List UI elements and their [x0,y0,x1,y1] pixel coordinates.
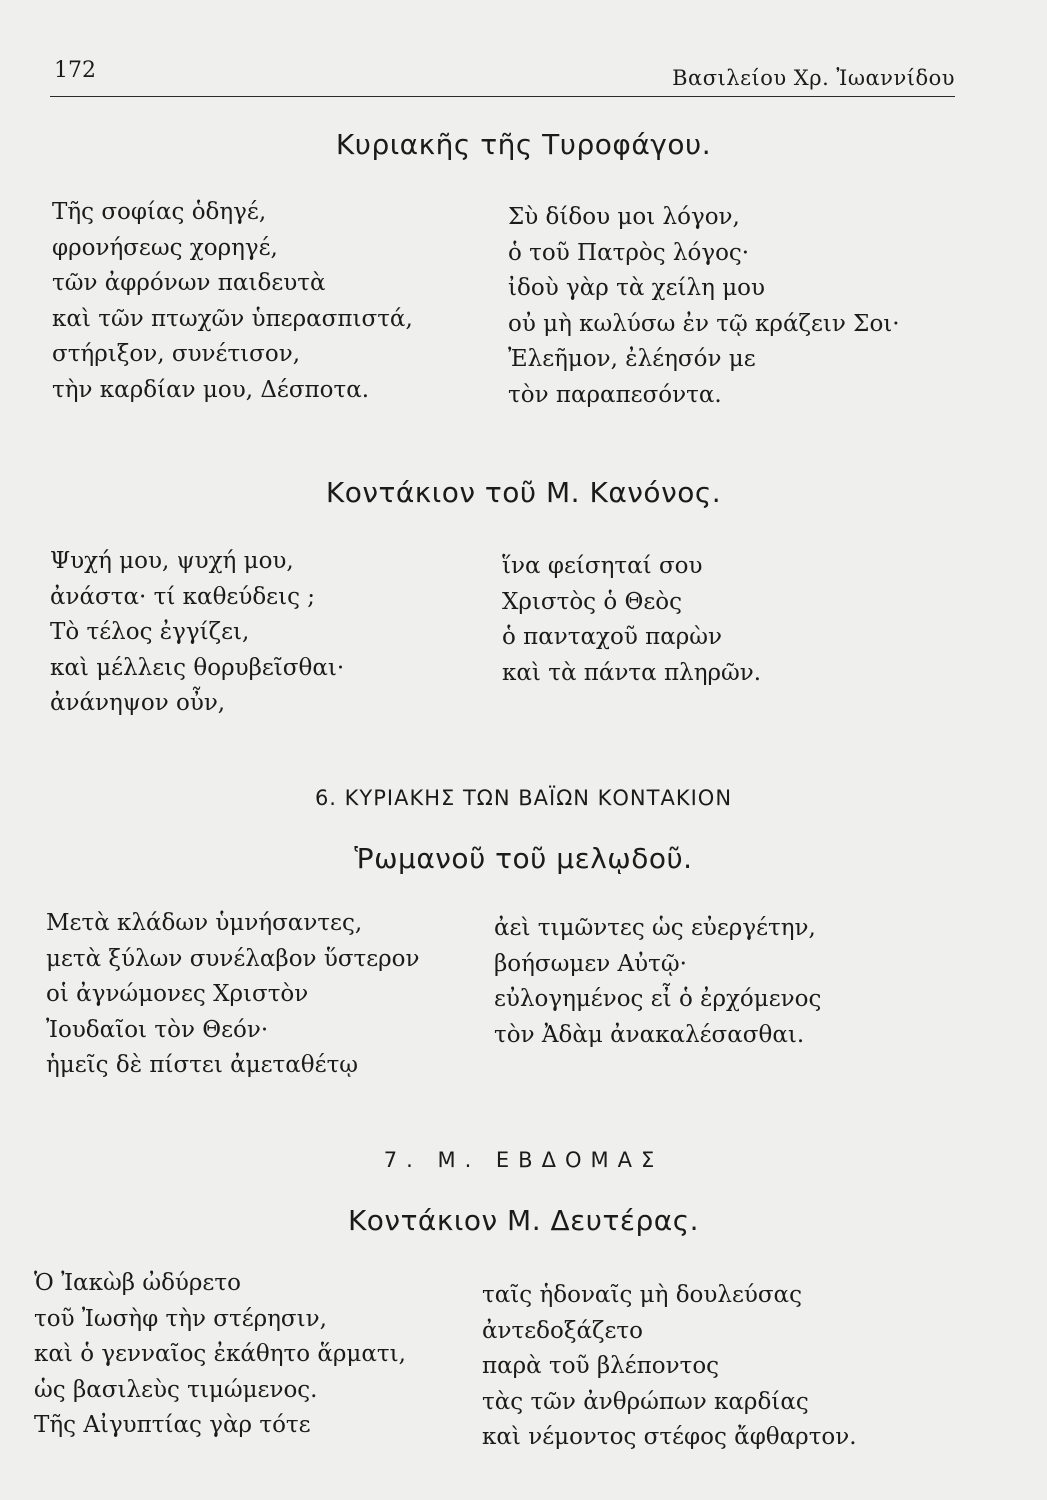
verse-line: ὁ τοῦ Πατρὸς λόγος· [508,239,750,266]
stanza-left [50,544,344,722]
verse-line: Τὸ τέλος ἐγγίζει, [50,619,250,645]
verse-line: Ἰουδαῖοι τὸν Θεόν· [46,1016,269,1043]
verse-line: παρὰ τοῦ βλέποντος [482,1353,720,1379]
verse-line: καὶ μέλλεις θορυβεῖσθαι· [50,654,345,681]
verse-line: Τῆς Αἰγυπτίας γὰρ τότε [34,1412,311,1438]
stanza-left [46,906,420,1084]
stanza-right [508,200,900,413]
verse-line: ἵνα φείσηταί σου [502,553,703,579]
running-head: Βασιλείου Χρ. Ἰωαννίδου [672,66,955,90]
verse-line: τὸν παραπεσόντα. [508,381,722,408]
verse-line: οἱ ἀγνώμονες Χριστὸν [46,981,309,1007]
verse-line: ἀντεδοξάζετο [482,1317,643,1344]
verse-line: στήριξον, συνέτισον, [52,341,301,367]
verse-line: βοήσωμεν Αὐτῷ· [494,950,687,977]
verse-line: Μετὰ κλάδων ὑμνήσαντες, [46,910,363,936]
verse-line: φρονήσεως χορηγέ, [52,234,278,261]
verse-line: Ψυχή μου, ψυχή μου, [50,548,294,574]
verse-line: Χριστὸς ὁ Θεὸς [502,588,683,615]
verse-line: ἀεὶ τιμῶντες ὡς εὐεργέτην, [494,915,816,941]
verse-line: οὐ μὴ κωλύσω ἐν τῷ κράζειν Σοι· [508,310,900,337]
verse-line: ἀνάστα· τί καθεύδεις ; [50,583,316,610]
verse-line: ἡμεῖς δὲ πίστει ἀμεταθέτῳ [46,1052,359,1078]
section-heading: Ῥωμανοῦ τοῦ μελῳδοῦ. [354,842,693,875]
verse-line: τὸν Ἀδὰμ ἀνακαλέσασθαι. [494,1021,805,1048]
verse-line: καὶ τὰ πάντα πληρῶν. [502,659,762,686]
section-subheading: 6. ΚΥΡΙΑΚΗΣ ΤΩΝ ΒΑΪΩΝ ΚΟΝΤΑΚΙΟΝ [314,786,733,810]
verse-line: ὡς βασιλεὺς τιμώμενος. [34,1376,318,1403]
verse-line: εὐλογημένος εἶ ὁ ἐρχόμενος [494,986,822,1012]
verse-line: ἀνάνηψον οὖν, [50,690,226,716]
verse-line: καὶ νέμοντος στέφος ἄφθαρτον. [482,1424,857,1450]
stanza-left [52,195,413,408]
section-heading: Κοντάκιον Μ. Δευτέρας. [347,1204,700,1237]
verse-line: ὁ πανταχοῦ παρὼν [502,624,723,650]
verse-line: τὰς τῶν ἀνθρώπων καρδίας [482,1388,809,1415]
verse-line: Τῆς σοφίας ὁδηγέ, [52,199,267,225]
stanza-right [502,549,761,691]
verse-line: τὴν καρδίαν μου, Δέσποτα. [52,376,370,403]
stanza-right [494,911,821,1053]
verse-line: τοῦ Ἰωσὴφ τὴν στέρησιν, [34,1305,327,1332]
section-subheading: 7. Μ. ΕΒΔΟΜΑΣ [383,1148,664,1172]
verse-line: Ὁ Ἰακὼβ ὠδύρετο [34,1270,241,1296]
page-number: 172 [54,58,96,83]
verse-line: καὶ ὁ γενναῖος ἐκάθητο ἅρματι, [34,1341,406,1367]
verse-line: ἰδοὺ γὰρ τὰ χείλη μου [508,275,765,301]
verse-line: τῶν ἀφρόνων παιδευτὰ [52,270,326,296]
section-heading: Κοντάκιον τοῦ Μ. Κανόνος. [325,476,722,509]
page-header [50,56,955,97]
section-heading: Κυριακῆς τῆς Τυροφάγου. [335,128,712,161]
verse-line: Σὺ δίδου μοι λόγον, [508,204,740,230]
stanza-right [482,1278,857,1456]
verse-line: καὶ τῶν πτωχῶν ὑπερασπιστά, [52,305,413,332]
verse-line: Ἐλεῆμον, ἐλέησόν με [508,346,756,372]
verse-line: μετὰ ξύλων συνέλαβον ὕστερον [46,945,420,972]
stanza-left [34,1266,406,1444]
verse-line: ταῖς ἡδοναῖς μὴ δουλεύσας [482,1282,802,1308]
